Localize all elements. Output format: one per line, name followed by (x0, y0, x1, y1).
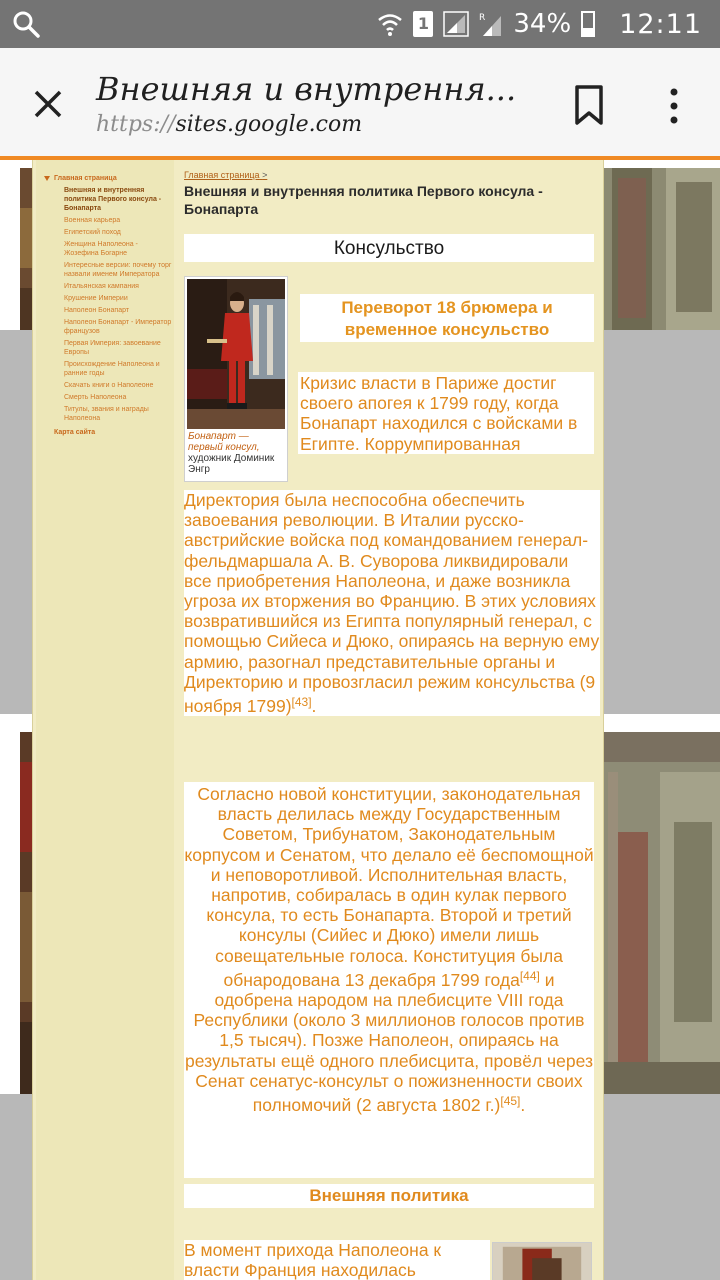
site-sidebar (36, 160, 174, 1280)
sidebar-item-origins[interactable]: Происхождение Наполеона и ранние годы (64, 361, 160, 377)
paragraph-constitution-text-b: и одобрена народом на плебисците VIII года Республики (около 3 миллионов голосов против 1,5 тысяч). Позже Наполеон, опираясь на результаты ещё одного плебисцита, провёл через Сенат сенатус-консульт о пожизненности своих полномочий (2 августа 1802 г.) (185, 969, 593, 1116)
battery-icon (581, 11, 595, 37)
section-heading-foreign-policy: Внешняя политика (184, 1184, 594, 1208)
footnote-44[interactable]: [44] (519, 968, 540, 983)
bonaparte-portrait-image[interactable] (187, 279, 285, 429)
breadcrumb-home-link[interactable]: Главная страница (184, 170, 260, 180)
paragraph-constitution-text-a: Согласно новой конституции, законодательная власть делилась между Государственным Советом, Трибунатом, Законодательным корпусом и Сенатом, что делало её беспомощной и неповоротливой. Исполнительная власть, напротив, собиралась в один кулак первого консула, то есть Бонапарта. Второй и третий консулы (Сийес и Дюко) имели лишь совещательные голоса. Конституция была обнародована 13 декабря 1799 года (184, 784, 594, 990)
web-content[interactable] (0, 160, 720, 1280)
sidebar-item-italian-campaign[interactable]: Итальянская кампания (64, 283, 139, 290)
footnote-45[interactable]: [45] (500, 1094, 521, 1109)
search-icon[interactable] (12, 10, 40, 38)
sidebar-item-empire-collapse[interactable]: Крушение Империи (64, 295, 128, 302)
sidebar-item-napoleon[interactable]: Наполеон Бонапарт (64, 307, 130, 314)
sidebar-sitemap-link[interactable]: Карта сайта (54, 429, 96, 436)
paragraph-crisis-intro: Кризис власти в Париже достиг своего апогея к 1799 году, когда Бонапарт находился с войсками в Египте. Коррумпированная (298, 372, 594, 454)
overflow-menu-icon[interactable] (660, 86, 688, 126)
status-icons (377, 6, 702, 42)
page-title: Внешняя и внутренняя политика Первого консула - Бонапарта (184, 183, 543, 217)
paragraph-foreign-policy: В момент прихода Наполеона к власти Франция находилась (184, 1240, 490, 1280)
sidebar-item-versions[interactable]: Интересные версии: почему торг назвали именем Императора (64, 262, 172, 278)
battery-percent: 34% (513, 9, 572, 39)
breadcrumb-separator: > (262, 170, 268, 180)
battle-painting-image[interactable] (492, 1242, 592, 1280)
sim-icon: 1 (413, 11, 433, 37)
footnote-43[interactable]: [43] (291, 695, 312, 710)
portrait-figure (184, 276, 288, 482)
breadcrumb (184, 170, 267, 180)
signal-icon (443, 11, 469, 37)
page-title-bar: Внешняя и внутрення... (96, 70, 517, 108)
url-display[interactable] (96, 112, 362, 137)
status-bar (0, 0, 720, 48)
sidebar-item-titles[interactable]: Титулы, звания и награды Наполеона (64, 406, 149, 422)
paragraph-constitution-end: . (520, 1095, 526, 1116)
sidebar-item-emperor[interactable]: Наполеон Бонапарт - Император французов (64, 319, 172, 335)
sidebar-item-death[interactable]: Смерть Наполеона (64, 394, 127, 401)
url-protocol: https:// (96, 112, 176, 137)
custom-tab-toolbar (0, 48, 720, 158)
background-photo-left-top (20, 168, 32, 330)
sidebar-item-josephine[interactable]: Женщина Наполеона - Жозефина Богарне (64, 241, 138, 257)
paragraph-constitution (184, 782, 594, 1178)
roaming-signal-icon (479, 11, 503, 37)
svg-text:R: R (479, 13, 486, 23)
close-icon[interactable] (28, 84, 68, 124)
background-photo-right-top (604, 168, 720, 330)
paragraph-crisis-text: Директория была неспособна обеспечить завоевания революции. В Италии русско-австрийские войска под командованием генерал-фельдмаршала А. В. Суворова ликвидировали все приобретения Наполеона, и даже возникла угроза их вторжения во Францию. В этих условиях возвратившийся из Египта популярный генерал, с помощью Сийеса и Дюко, опираясь на верную ему армию, разогнал представительные органы и Директорию и провозгласил режим консульства (9 ноября 1799) (184, 490, 600, 717)
portrait-caption-title: Бонапарт — первый консул, (188, 431, 260, 453)
url-host: sites.google.com (175, 112, 363, 137)
sidebar-item-military-career[interactable]: Военная карьера (64, 217, 121, 224)
portrait-caption-author: художник Доминик Энгр (188, 453, 275, 475)
section-heading-consulate: Консульство (184, 234, 594, 262)
background-photo-right-bottom (604, 732, 720, 1094)
section-heading-coup: Переворот 18 брюмера и временное консульство (300, 294, 594, 342)
portrait-caption (188, 431, 288, 475)
wifi-icon (377, 12, 403, 36)
clock: 12:11 (619, 8, 702, 40)
sidebar-item-politics[interactable]: Внешняя и внутренняя политика Первого консула - Бонапарта (64, 187, 162, 212)
sidebar-home-link[interactable]: Главная страница (44, 174, 174, 183)
sidebar-item-download-books[interactable]: Скачать книги о Наполеоне (64, 382, 154, 389)
bookmark-icon[interactable] (572, 84, 606, 126)
sidebar-item-first-empire[interactable]: Первая Империя: завоевание Европы (64, 340, 161, 356)
sidebar-item-egypt-campaign[interactable]: Египетский поход (64, 229, 121, 236)
paragraph-crisis-main: Директория была неспособна обеспечить завоевания революции. В Италии русско-австрийские войска под командованием генерал-фельдмаршала А. В. Суворова ликвидировали все приобретения Наполеона, и даже возникла угроза их вторжения во Францию. В этих условиях возвратившийся из Египта популярный генерал, с помощью Сийеса и Дюко, опираясь на верную ему армию, разогнал представительные органы и Директорию и провозгласил режим консульства (9 ноября 1799)[43]. (184, 490, 600, 717)
background-photo-left-bottom (20, 732, 32, 1094)
